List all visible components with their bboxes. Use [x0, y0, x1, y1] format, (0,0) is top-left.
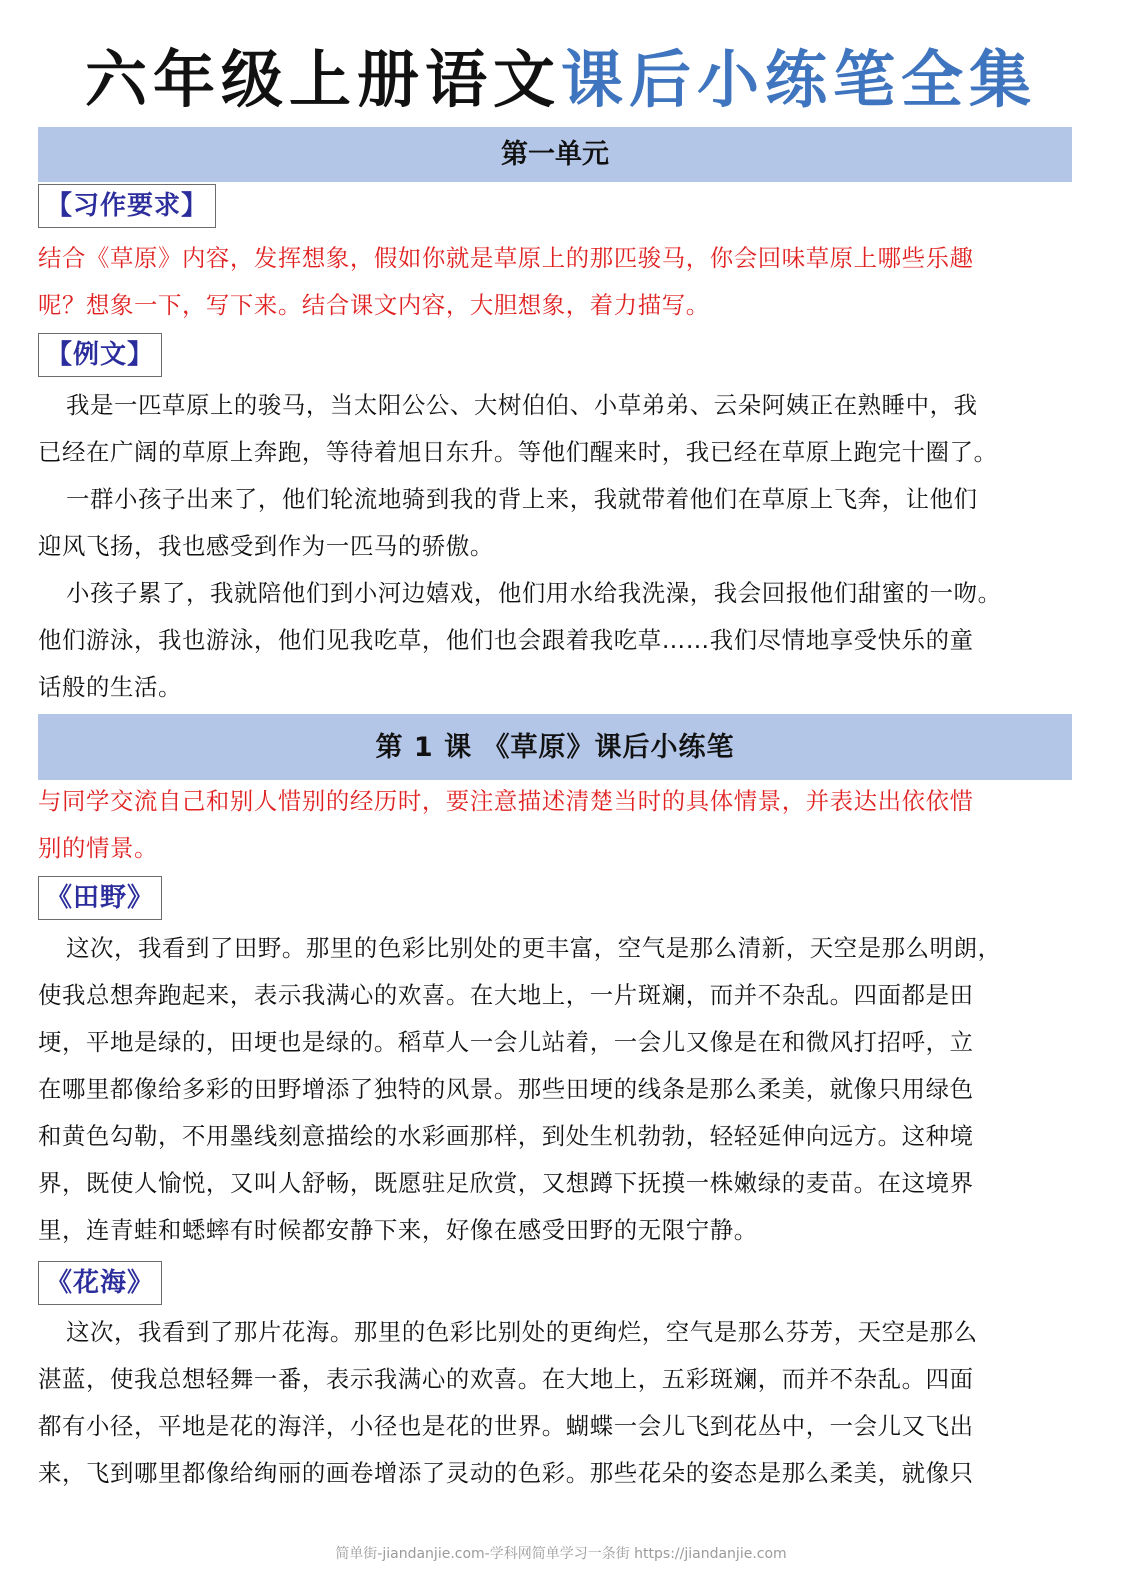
text-line: 里，连青蛙和蟋蟀有时候都安静下来，好像在感受田野的无限宁静。 — [38, 1216, 758, 1244]
text-line: 这次，我看到了那片花海。那里的色彩比别处的更绚烂，空气是那么芬芳，天空是那么 — [66, 1318, 978, 1346]
lesson-requirement-text — [38, 778, 1074, 872]
text-line: 这次，我看到了田野。那里的色彩比别处的更丰富，空气是那么清新，天空是那么明朗， — [66, 934, 1002, 962]
text-line: 结合《草原》内容，发挥想象，假如你就是草原上的那匹骏马，你会回味草原上哪些乐趣 — [38, 244, 974, 272]
text-line: 来，飞到哪里都像给绚丽的画卷增添了灵动的色彩。那些花朵的姿态是那么柔美，就像只 — [38, 1459, 974, 1487]
requirement-text — [38, 235, 1074, 329]
essay-title-huahai: 《花海》 — [38, 1261, 162, 1305]
text-line: 界，既使人愉悦，又叫人舒畅，既愿驻足欣赏，又想蹲下抚摸一株嫩绿的麦苗。在这境界 — [38, 1169, 974, 1197]
unit-header: 第一单元 — [38, 127, 1072, 182]
text-line: 已经在广阔的草原上奔跑，等待着旭日东升。等他们醒来时，我已经在草原上跑完十圈了。 — [38, 438, 998, 466]
page-title-blue: 课后小练笔全集 — [561, 43, 1038, 116]
page-title-black: 六年级上册语文 — [84, 43, 561, 116]
text-line: 呢？想象一下，写下来。结合课文内容，大胆想象，着力描写。 — [38, 291, 710, 319]
text-line: 和黄色勾勒，不用墨线刻意描绘的水彩画那样，到处生机勃勃，轻轻延伸向远方。这种境 — [38, 1122, 974, 1150]
example-tag: 【例文】 — [38, 333, 162, 377]
example-essay — [38, 382, 1074, 711]
text-line: 别的情景。 — [38, 834, 158, 862]
requirement-tag: 【习作要求】 — [38, 184, 216, 228]
lesson-header: 第 1 课 《草原》课后小练笔 — [38, 714, 1072, 780]
text-line: 迎风飞扬，我也感受到作为一匹马的骄傲。 — [38, 532, 494, 560]
text-line: 与同学交流自己和别人惜别的经历时，要注意描述清楚当时的具体情景，并表达出依依惜 — [38, 787, 974, 815]
essay-huahai — [38, 1309, 1074, 1497]
text-line: 小孩子累了，我就陪他们到小河边嬉戏，他们用水给我洗澡，我会回报他们甜蜜的一吻。 — [66, 579, 1002, 607]
text-line: 使我总想奔跑起来，表示我满心的欢喜。在大地上，一片斑斓，而并不杂乱。四面都是田 — [38, 981, 974, 1009]
text-line: 我是一匹草原上的骏马，当太阳公公、大树伯伯、小草弟弟、云朵阿姨正在熟睡中，我 — [66, 391, 978, 419]
text-line: 他们游泳，我也游泳，他们见我吃草，他们也会跟着我吃草……我们尽情地享受快乐的童 — [38, 626, 974, 654]
text-line: 在哪里都像给多彩的田野增添了独特的风景。那些田埂的线条是那么柔美，就像只用绿色 — [38, 1075, 974, 1103]
essay-title-tianye: 《田野》 — [38, 876, 162, 920]
text-line: 埂，平地是绿的，田埂也是绿的。稻草人一会儿站着，一会儿又像是在和微风打招呼，立 — [38, 1028, 974, 1056]
text-line: 都有小径，平地是花的海洋，小径也是花的世界。蝴蝶一会儿飞到花丛中，一会儿又飞出 — [38, 1412, 974, 1440]
text-line: 话般的生活。 — [38, 673, 182, 701]
essay-tianye — [38, 925, 1074, 1254]
page-footer: 简单街-jiandanjie.com-学科网简单学习一条街 https://jiandanjie.com — [335, 1546, 787, 1562]
page-title — [0, 38, 1122, 122]
text-line: 湛蓝，使我总想轻舞一番，表示我满心的欢喜。在大地上，五彩斑斓，而并不杂乱。四面 — [38, 1365, 974, 1393]
text-line: 一群小孩子出来了，他们轮流地骑到我的背上来，我就带着他们在草原上飞奔，让他们 — [66, 485, 978, 513]
